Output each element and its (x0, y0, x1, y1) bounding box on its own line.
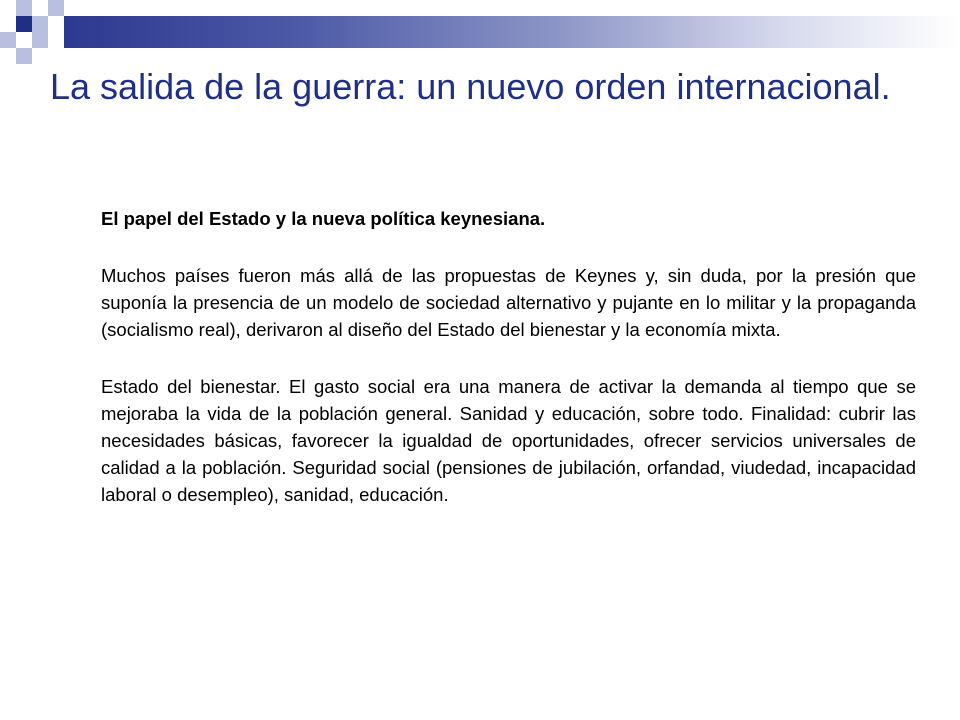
gradient-header-band (64, 16, 960, 48)
body-paragraph: Estado del bienestar. El gasto social era una manera de activar la demanda al tiempo que se mejoraba la vida de la población general. Sanidad y educación, sobre todo. Finalidad: cubrir las necesidades básicas, favorecer la igualdad de oportunidades, ofrecer servicios universales de calidad a la población. Seguridad social (pensiones de jubilación, orfandad, viudedad, incapacidad laboral o desempleo), sanidad, educación. (101, 376, 916, 505)
slide-body (101, 205, 916, 538)
decorative-square (16, 0, 32, 16)
decorative-square (16, 16, 32, 32)
decorative-square (0, 32, 16, 48)
slide-title: La salida de la guerra: un nuevo orden internacional. (50, 66, 891, 107)
decorative-square (32, 32, 48, 48)
decorative-square (48, 0, 64, 16)
section-subtitle: El papel del Estado y la nueva política keynesiana. (101, 208, 546, 229)
decorative-square (32, 16, 48, 32)
decorative-square (16, 48, 32, 64)
body-paragraph: Muchos países fueron más allá de las propuestas de Keynes y, sin duda, por la presión que suponía la presencia de un modelo de sociedad alternativo y pujante en lo militar y la propaganda (socialismo real), derivaron al diseño del Estado del bienestar y la economía mixta. (101, 265, 916, 340)
